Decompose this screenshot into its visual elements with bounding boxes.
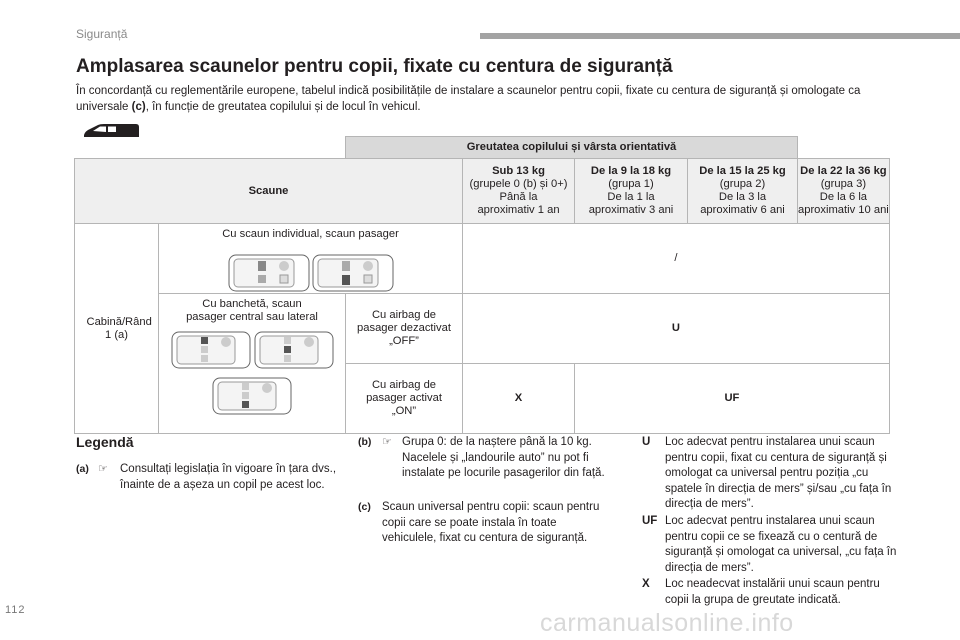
arrow-icon: ☞: [382, 436, 392, 448]
legend-note-uf: UF Loc adecvat pentru instalarea unui scaun pentru copii ce se fixează cu o centură de siguranță și omologat ca universal, „cu fața în direcția de mers”.: [642, 515, 897, 574]
legend-key: X: [642, 578, 650, 590]
page-title: Amplasarea scaunelor pentru copii, fixate cu centura de siguranță: [76, 56, 673, 77]
legend-note-u: U Loc adecvat pentru instalarea unui scaun pentru copii, fixat cu centura de siguranță și omologat ca universal pentru poziția „cu spatele în direcția de mers” și/sau „cu fața în direcția de mers”.: [642, 436, 892, 511]
individual-seat-value: /: [463, 224, 890, 294]
intro-text-2: , în funcție de greutatea copilului și de locul în vehicul.: [145, 101, 421, 113]
intro-text-1: În concordanță cu reglementările europene, tabelul indică posibilitățile de instalare a scaunelor pentru copii, fixate cu centura de siguranță și omologate ca universale: [76, 85, 861, 113]
airbag-on-value-x: X: [463, 364, 575, 434]
intro-ref: (c): [131, 101, 146, 113]
legend-note-b: (b) ☞ Grupa 0: de la naștere până la 10 kg. Nacelele și „landourile auto” nu pot fi instalate pe locurile pasagerilor din față.: [358, 436, 605, 480]
section-header: Siguranță: [76, 27, 128, 41]
bench-seat-cell: Cu banchetă, scaun pasager central sau lateral: [159, 294, 346, 434]
legend-note-x: X Loc neadecvat instalării unui scaun pentru copii la grupa de greutate indicată.: [642, 578, 880, 606]
legend-key: (a): [76, 463, 89, 475]
column-header: Sub 13 kg (grupele 0 (b) și 0+) Până la aproximativ 1 an: [463, 159, 575, 224]
car-topview-icon: [228, 253, 310, 293]
legend-key: UF: [642, 515, 658, 527]
page-number: 112: [5, 604, 26, 616]
individual-seat-cell: Cu scaun individual, scaun pasager: [159, 224, 463, 294]
airbag-off-value: U: [463, 294, 890, 364]
header-rule: [480, 33, 960, 39]
seats-header: Scaune: [75, 159, 463, 224]
legend-title: Legendă: [76, 434, 134, 450]
legend-key: U: [642, 436, 651, 448]
legend-key: (b): [358, 436, 372, 448]
airbag-on-value-uf: UF: [575, 364, 890, 434]
car-topview-icon: [212, 376, 292, 416]
car-topview-icon: [171, 330, 251, 370]
weight-group-header: Greutatea copilului și vârsta orientativă: [346, 137, 798, 159]
bench-seat-diagram-3: [159, 376, 345, 416]
bench-seat-diagrams: [159, 330, 345, 370]
row-label: Cabină/Rând 1 (a): [75, 224, 159, 434]
child-seat-table: [74, 136, 890, 434]
watermark: carmanualsonline.info: [540, 609, 794, 637]
legend-key: (c): [358, 501, 371, 513]
legend-note-a: (a) ☞ Consultați legislația în vigoare în țara dvs., înainte de a așeza un copil pe acest loc.: [76, 463, 337, 491]
arrow-icon: ☞: [98, 463, 108, 475]
column-header: De la 15 la 25 kg (grupa 2) De la 3 la aproximativ 6 ani: [688, 159, 798, 224]
column-header: De la 22 la 36 kg (grupa 3) De la 6 la aproximativ 10 ani: [798, 159, 890, 224]
car-topview-icon: [312, 253, 394, 293]
column-header: De la 9 la 18 kg (grupa 1) De la 1 la aproximativ 3 ani: [575, 159, 688, 224]
legend-note-c: (c) Scaun universal pentru copii: scaun pentru copii care se poate instala în toate vehiculele, fixat cu centura de siguranță.: [358, 501, 600, 545]
individual-seat-diagrams: [159, 253, 462, 293]
airbag-off-cell: Cu airbag de pasager dezactivat „OFF”: [346, 294, 463, 364]
airbag-on-cell: Cu airbag de pasager activat „ON”: [346, 364, 463, 434]
car-topview-icon: [254, 330, 334, 370]
intro-paragraph: [76, 83, 876, 115]
